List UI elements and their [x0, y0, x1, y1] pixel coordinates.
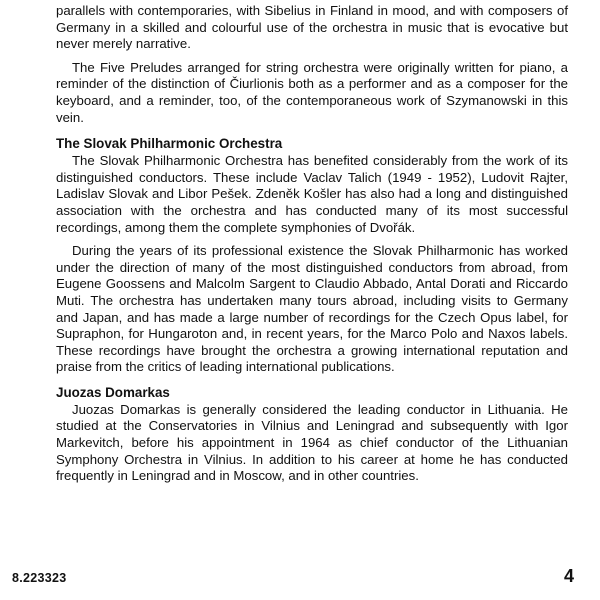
page-number: 4: [564, 566, 575, 586]
orchestra-paragraph-2: During the years of its professional existence the Slovak Philharmonic has worked under the direction of many of the most distinguished conductors from abroad, from Eugene Goossens and Malcolm Sargent to Claudio Abbado, Antal Dorati and Riccardo Muti. The orchestra has undertaken many tours abroad, including visits to Germany and Japan, and has made a large number of recordings for the Czech Opus label, for Supraphon, for Hungaroton and, in recent years, for the Marco Polo and Naxos labels. These recordings have brought the orchestra a growing international reputation and praise from the critics of leading international publications.: [56, 243, 568, 375]
section-heading-orchestra: The Slovak Philharmonic Orchestra: [56, 136, 283, 152]
intro-paragraph-1: parallels with contemporaries, with Sibelius in Finland in mood, and with composers of Germany in a skilled and colourful use of the orchestra in music that is evocative but never merely narrative.: [56, 3, 568, 52]
orchestra-paragraph-1: The Slovak Philharmonic Orchestra has benefited considerably from the work of its distinguished conductors. These include Vaclav Talich (1949 - 1952), Ludovit Rajter, Ladislav Slovak and Libor Pešek. Zdeněk Košler has also had a long and distinguished association with the orchestra and has conducted many of its most successful recordings, among them the complete symphonies of Dvořák.: [56, 153, 568, 235]
document-page: [56, 3, 568, 492]
conductor-paragraph-1: Juozas Domarkas is generally considered the leading conductor in Lithuania. He studied at the Conservatories in Vilnius and Leningrad and subsequently with Igor Markevitch, before his appointment in 1964 as chief conductor of the Lithuanian Symphony Orchestra in Vilnius. In addition to his career at home he has conducted frequently in Leningrad and in Moscow, and in other countries.: [56, 401, 568, 484]
catalog-number: 8.223323: [12, 571, 67, 585]
section-heading-conductor: Juozas Domarkas: [56, 384, 170, 400]
intro-paragraph-2: The Five Preludes arranged for string orchestra were originally written for piano, a reminder of the distinction of Čiurlionis both as a performer and as a composer for the keyboard, and a reminder, too, of the contemporaneous work of Szymanowski in this vein.: [56, 59, 568, 125]
